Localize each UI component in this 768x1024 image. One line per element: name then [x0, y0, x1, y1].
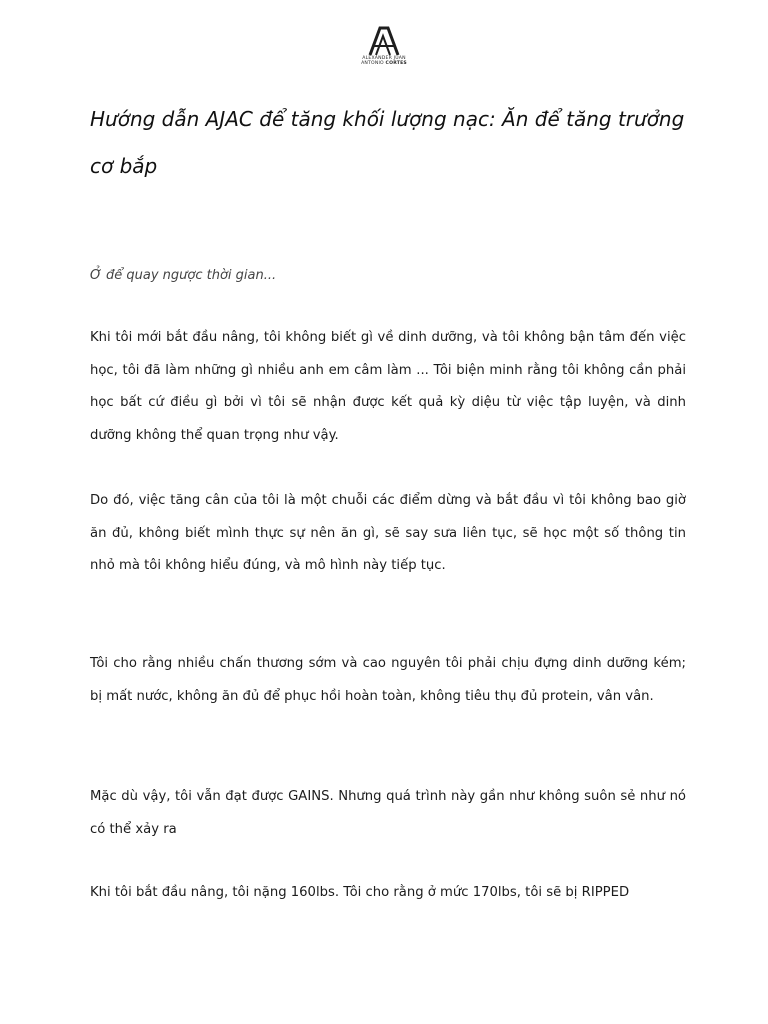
logo-a-icon: [358, 26, 410, 56]
logo-line-2: [358, 61, 410, 66]
document-title: Hướng dẫn AJAC để tăng khối lượng nạc: Ăn để tăng trưởng cơ bắp: [90, 107, 685, 178]
document-subtitle: Ở để quay ngược thời gian...: [90, 268, 277, 283]
logo-line-1: ALEXANDER JUAN: [362, 56, 406, 61]
paragraph-5: Khi tôi bắt đầu nâng, tôi nặng 160lbs. Tôi cho rằng ở mức 170lbs, tôi sẽ bị RIPPED: [90, 885, 630, 900]
logo-line-2b: CORTES: [385, 61, 407, 67]
brand-logo: [358, 26, 410, 70]
paragraph-3: Tôi cho rằng nhiều chấn thương sớm và cao nguyên tôi phải chịu đựng dinh dưỡng kém; bị mất nước, không ăn đủ để phục hồi hoàn toàn, không tiêu thụ đủ protein, vân vân.: [90, 656, 686, 704]
logo-wordmark: [358, 56, 410, 66]
paragraph-2: Do đó, việc tăng cân của tôi là một chuỗi các điểm dừng và bắt đầu vì tôi không bao giờ ăn đủ, không biết mình thực sự nên ăn gì, sẽ say sưa liên tục, sẽ học một số thông tin nhỏ mà tôi không hiểu đúng, và mô hình này tiếp tục.: [90, 493, 686, 574]
paragraph-1: Khi tôi mới bắt đầu nâng, tôi không biết gì về dinh dưỡng, và tôi không bận tâm đến việc học, tôi đã làm những gì nhiều anh em câm làm ... Tôi biện minh rằng tôi không cần phải học bất cứ điều gì bởi vì tôi sẽ nhận được kết quả kỳ diệu từ việc tập luyện, và dinh dưỡng không thể quan trọng như vậy.: [90, 330, 686, 443]
paragraph-4: Mặc dù vậy, tôi vẫn đạt được GAINS. Nhưng quá trình này gần như không suôn sẻ như nó có thể xảy ra: [90, 789, 686, 837]
logo-line-2a: ANTONIO: [361, 61, 384, 67]
